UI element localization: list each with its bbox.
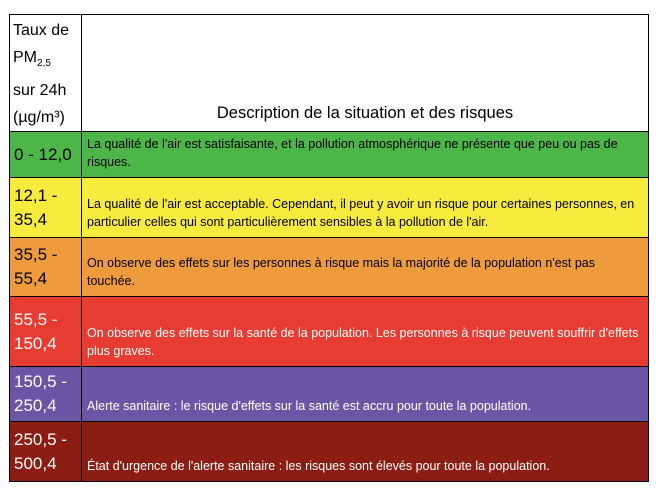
risk-description: On observe des effets sur les personnes à risque mais la majorité de la population n'est pas touchée. — [82, 238, 649, 297]
range-header-pm-subscript: 2,5 — [37, 58, 51, 70]
table-row-purple — [10, 367, 649, 422]
range-header-pm: PM — [13, 49, 37, 66]
risk-description: La qualité de l'air est acceptable. Cependant, il peut y avoir un risque pour certaines personnes, en particulier celles qui sont particulièrement sensibles à la pollution de l'air. — [82, 178, 649, 238]
table-row-green — [10, 132, 649, 178]
table-row-dark-red — [10, 422, 649, 482]
pm-range-value: 150,5 - 250,4 — [10, 367, 82, 422]
pm-range-column-header — [10, 15, 82, 132]
risk-description: On observe des effets sur la santé de la population. Les personnes à risque peuvent souffrir d'effets plus graves. — [82, 297, 649, 367]
range-header-line1: Taux de — [13, 22, 70, 39]
pm25-air-quality-table — [9, 14, 649, 482]
range-header-line3: sur 24h — [13, 82, 67, 100]
risk-description: Alerte sanitaire : le risque d'effets sur la santé est accru pour toute la population. — [82, 367, 649, 422]
pm-range-value: 0 - 12,0 — [10, 132, 82, 178]
risk-description: État d'urgence de l'alerte sanitaire : les risques sont élevés pour toute la population. — [82, 422, 649, 482]
table-row-yellow — [10, 178, 649, 238]
pm-range-value: 12,1 - 35,4 — [10, 178, 82, 238]
pm-range-value: 55,5 - 150,4 — [10, 297, 82, 367]
table-row-red — [10, 297, 649, 367]
table-header-row — [10, 15, 649, 132]
pm-range-value: 35,5 - 55,4 — [10, 238, 82, 297]
pm-range-value: 250,5 - 500,4 — [10, 422, 82, 482]
risk-description: La qualité de l'air est satisfaisante, et la pollution atmosphérique ne présente que peu ou pas de risques. — [82, 132, 649, 178]
table-row-orange — [10, 238, 649, 297]
range-header-line4: (µg/m³) — [13, 109, 65, 127]
description-column-header: Description de la situation et des risques — [82, 15, 649, 132]
